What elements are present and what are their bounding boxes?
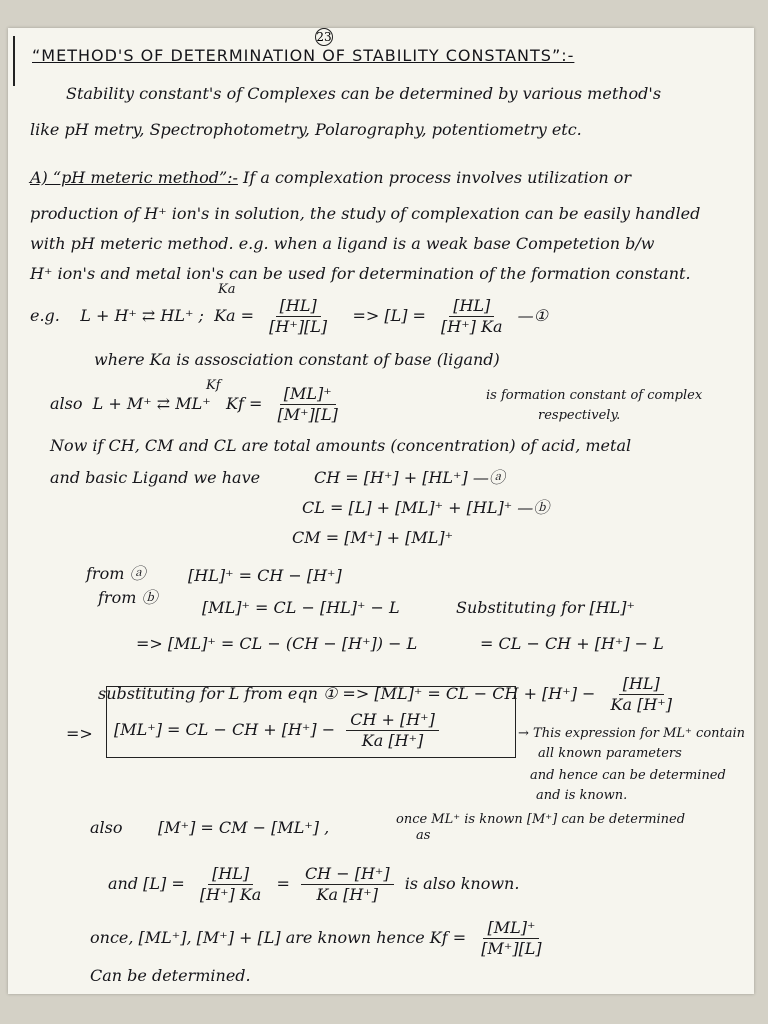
boxed-note-3: and hence can be determined (530, 768, 726, 783)
from-a-label: from ⓐ (86, 564, 146, 583)
page-number: 23 (316, 30, 332, 44)
kf-description-2: respectively. (538, 408, 621, 423)
fraction-hl-ka: $\frac{[HL]}{Ka [H^+]}$ (610, 674, 672, 714)
from-b-label: from ⓑ (98, 588, 158, 607)
now-line-2: and basic Ligand we have (50, 468, 261, 487)
fraction-l-2: $\frac{CH - [H^+]}{Ka [H^+]}$ (301, 864, 394, 905)
substituting-note: Substituting for [HL]⁺ (456, 598, 635, 617)
intro-line-2: like pH metry, Spectrophotometry, Polarography, potentiometry etc. (30, 120, 582, 139)
fraction-kf: $\frac{[ML]^+}{[M^+][L]}$ (277, 384, 338, 424)
boxed-equation: [ML⁺] = CL − CH + [H⁺] − $\frac{CH + [H^+]}{Ka [H^+]}$ (114, 710, 445, 751)
also-m-equation: [M⁺] = CM − [ML⁺] , (158, 818, 330, 837)
boxed-note-1: → This expression for ML⁺ contain (518, 726, 746, 741)
from-b-equation: [ML]⁺ = CL − [HL]⁺ − L (202, 598, 400, 617)
section-a-line-3: with pH meteric method. e.g. when a ligand is a weak base Competetion b/w (30, 234, 655, 253)
section-a-heading: A) “pH meteric method”:- If a complexation process involves utilization or (30, 168, 632, 187)
and-l-equation: and [L] = $\frac{[HL]}{[H^+] Ka}$ = $\frac{CH - [H^+]}{Ka [H^+]}$ is also known. (108, 864, 520, 904)
final-line: Can be determined. (90, 966, 251, 985)
implies-line: => [ML]⁺ = CL − (CH − [H⁺]) − L (136, 634, 418, 653)
section-a-line-2: production of H⁺ ion's in solution, the study of complexation can be easily handled (30, 204, 701, 223)
where-line: where Ka is assosciation constant of base (ligand) (94, 350, 500, 369)
once-line: once, [ML⁺], [M⁺] + [L] are known hence Kf = $\frac{[ML]^+}{[M^+][L]}$ (90, 918, 552, 959)
section-a-line-4: H⁺ ion's and metal ion's can be used for determination of the formation constant. (30, 264, 691, 283)
boxed-note-4: and is known. (536, 788, 628, 803)
boxed-lead: => (66, 724, 93, 743)
also-m-note: once ML⁺ is known [M⁺] can be determined (396, 812, 686, 827)
intro-line-1: Stability constant's of Complexes can be determined by various method's (66, 84, 662, 103)
now-line-1: Now if CH, CM and CL are total amounts (concentration) of acid, metal (50, 436, 632, 455)
margin-line (13, 36, 15, 86)
implies-rhs: = CL − CH + [H⁺] − L (480, 634, 664, 653)
fraction-kf-final: $\frac{[ML]^+}{[M^+][L]}$ (481, 918, 542, 958)
from-a-equation: [HL]⁺ = CH − [H⁺] (188, 566, 342, 585)
fraction-l-1: $\frac{[HL]}{[H^+] Ka}$ (199, 864, 262, 904)
equation-ka: e.g. L + H⁺ ⇄ HL⁺ ; Ka = $\frac{[HL]}{[H^+][L]}$ => [L] = $\frac{[HL]}{[H^+] Ka}$ —① (30, 296, 548, 336)
also-m-lead: also (90, 818, 123, 837)
balance-cl: CL = [L] + [ML]⁺ + [HL]⁺ —ⓑ (302, 498, 550, 517)
also-m-note-as: as (416, 828, 431, 843)
heading-title: “METHOD'S OF DETERMINATION OF STABILITY CONSTANTS”:- (32, 46, 575, 65)
kf-description-1: is formation constant of complex (486, 388, 703, 403)
balance-cm: CM = [M⁺] + [ML]⁺ (292, 528, 454, 547)
balance-ch: CH = [H⁺] + [HL⁺] —ⓐ (314, 468, 505, 487)
fraction-ka: $\frac{[HL]}{[H^+][L]}$ (269, 296, 328, 336)
substituting-l-line: substituting for L from eqn ① => [ML]⁺ = CL − CH + [H⁺] − $\frac{[HL]}{Ka [H^+]}$ (98, 674, 682, 715)
arrow-label-ka: Ka (218, 282, 236, 297)
notebook-page (8, 28, 754, 994)
arrow-label-kf: Kf (206, 378, 221, 393)
fraction-boxed: $\frac{CH + [H^+]}{Ka [H^+]}$ (346, 710, 439, 751)
equation-kf: also L + M⁺ ⇄ ML⁺ Kf = $\frac{[ML]^+}{[M^+][L]}$ (50, 384, 348, 425)
fraction-l: $\frac{[HL]}{[H^+] Ka}$ (441, 296, 503, 336)
boxed-note-2: all known parameters (538, 746, 682, 761)
